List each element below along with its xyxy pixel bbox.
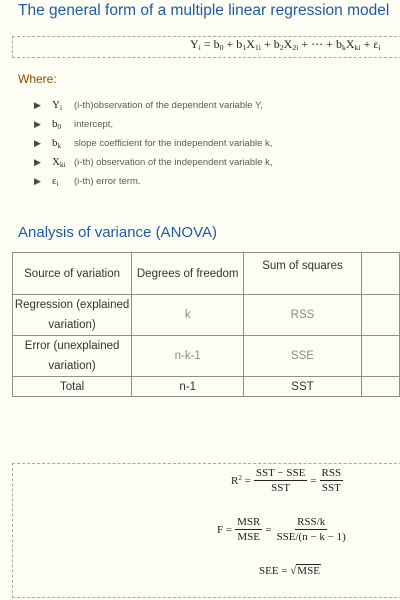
definition-item (34, 134, 273, 152)
definition-item (34, 96, 273, 114)
cell-df: n-k-1 (132, 336, 244, 377)
cell-extra (361, 295, 399, 336)
symbol-ei: $\varepsilon_i$ (52, 174, 59, 188)
definition-text: slope coefficient for the independent variable k, (74, 137, 273, 149)
cell-source: Regression (explained variation) (13, 295, 132, 336)
bullet-arrow-icon: ▶ (34, 99, 41, 110)
cell-source: Error (unexplained variation) (13, 336, 132, 377)
table-row (13, 295, 400, 336)
bullet-arrow-icon: ▶ (34, 156, 41, 167)
general-form-title: The general form of a multiple linear regression model (18, 2, 390, 19)
anova-header-row (13, 253, 400, 295)
bullet-arrow-icon: ▶ (34, 118, 41, 129)
definitions-list (34, 96, 273, 191)
see-formula: SEE = √MSE (259, 565, 320, 577)
symbol-b0: $b_0$ (52, 117, 62, 131)
cell-source: Total (13, 377, 132, 397)
bullet-arrow-icon: ▶ (34, 137, 41, 148)
cell-ss: SST (244, 377, 361, 397)
header-extra (361, 253, 399, 295)
cell-df: n-1 (132, 377, 244, 397)
symbol-yi: $Y_i$ (52, 98, 62, 112)
definition-text: (i-th) observation of the independent variable k, (74, 156, 273, 168)
header-source: Source of variation (13, 253, 132, 295)
where-label: Where: (18, 72, 57, 86)
cell-ss: SSE (244, 336, 361, 377)
definition-text: (i-th) error term. (74, 175, 141, 187)
cell-extra (361, 377, 399, 397)
anova-title: Analysis of variance (ANOVA) (18, 224, 217, 241)
definition-item (34, 153, 273, 171)
symbol-bk: $b_k$ (52, 136, 62, 150)
f-statistic-formula: F = $\frac{\text{MSR}}{\text{MSE}}$ = $\frac{\text{RSS/k}}{\text{SSE/(n − k − 1)}}$ (217, 516, 346, 543)
cell-df: k (132, 295, 244, 336)
table-row (13, 336, 400, 377)
definition-item (34, 172, 273, 190)
table-row (13, 377, 400, 397)
header-df: Degrees of freedom (132, 253, 244, 295)
r-squared-formula: $R^2$ = $\frac{\text{SST − SSE}}{\text{SST}}$ = $\frac{\text{RSS}}{\text{SST}}$ (231, 467, 342, 494)
cell-extra (361, 336, 399, 377)
bullet-arrow-icon: ▶ (34, 175, 41, 186)
header-ss: Sum of squares (244, 253, 361, 295)
definition-text: intercept, (74, 118, 114, 130)
cell-ss: RSS (244, 295, 361, 336)
definition-item (34, 115, 273, 133)
symbol-xki: $X_{ki}$ (52, 155, 66, 169)
anova-table (12, 252, 400, 397)
definition-text: (i-th)observation of the dependent variable Y, (74, 99, 263, 111)
model-equation: $Y_i = b_0 + b_1X_{1i} + b_2X_{2i}$ + ⋯ + $b_kX_{ki} + \varepsilon_i$ (190, 37, 381, 52)
